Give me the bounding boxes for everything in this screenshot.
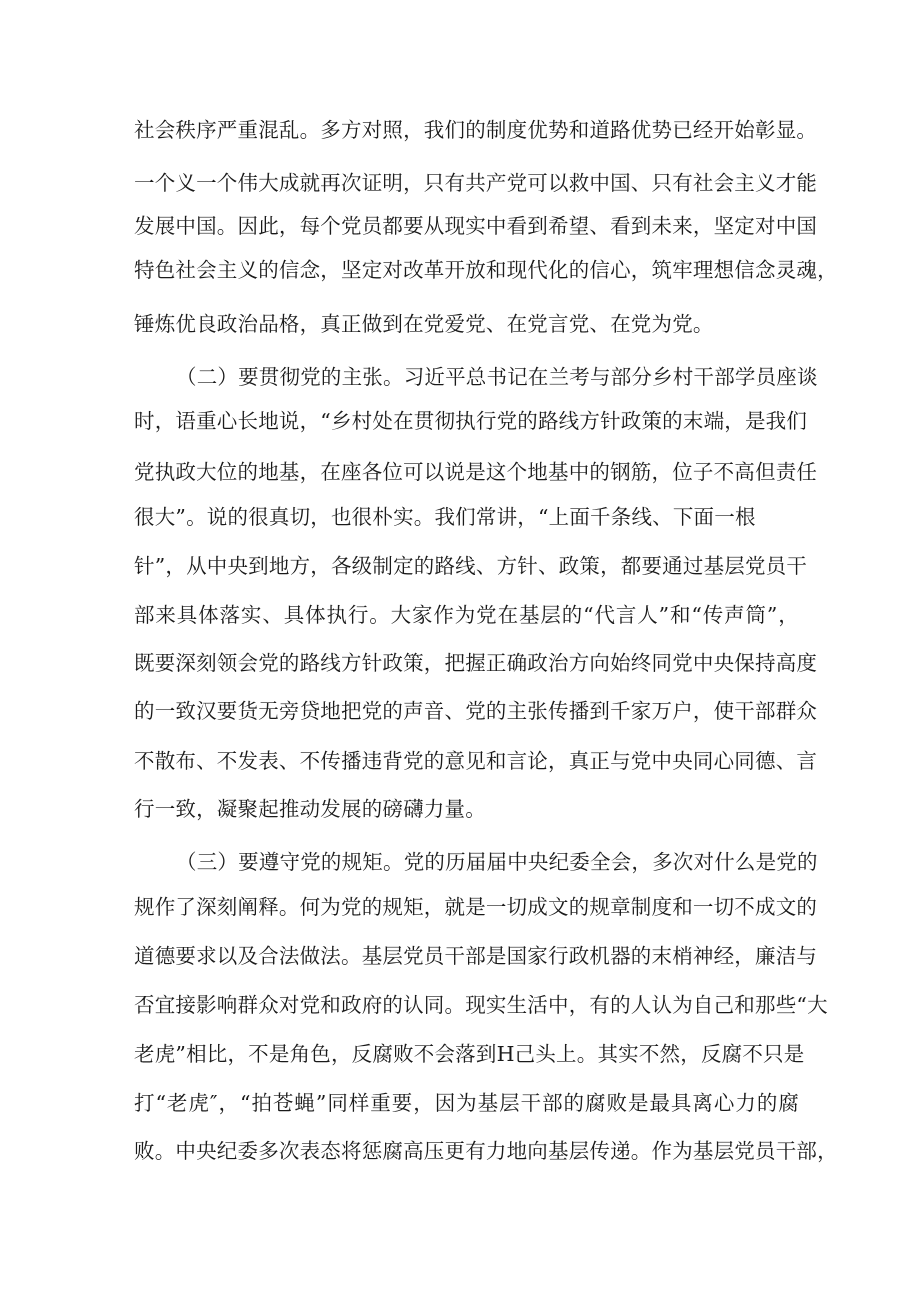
text-line: 针”，从中央到地方，各级制定的路线、方针、政策，都要通过基层党员干 xyxy=(134,554,808,578)
paragraph-heading-line: （三）要遵守党的规矩。党的历届届中央纪委全会，多次对什么是党的 xyxy=(176,850,818,874)
text-line: 规作了深刻阐释。何为党的规矩，就是一切成文的规章制度和一切不成文的 xyxy=(134,895,818,919)
text-line: 时，语重心长地说，“乡村处在贯彻执行党的路线方针政策的末端，是我们 xyxy=(134,409,808,433)
text-line: 败。中央纪委多次表态将惩腐高压更有力地向基层传递。作为基层党员干部， xyxy=(134,1139,838,1163)
text-line: 一个义一个伟大成就再次证明，只有共产党可以救中国、只有社会主义才能 xyxy=(134,171,818,195)
text-line: 特色社会主义的信念，坚定对改革开放和现代化的信心，筑牢理想信念灵魂， xyxy=(134,258,838,282)
text-line: 部来具体落实、具体执行。大家作为党在基层的“代言人”和“传声筒”， xyxy=(134,603,799,627)
text-line: 发展中国。因此，每个党员都要从现实中看到希望、看到未来，坚定对中国 xyxy=(134,214,818,238)
text-line: 不散布、不发表、不传播违背党的意见和言论，真正与党中央同心同德、言 xyxy=(134,749,818,773)
text-line: 否宜接影响群众对党和政府的认同。现实生活中，有的人认为自己和那些“大 xyxy=(134,993,828,1017)
text-line: 党执政大位的地基，在座各位可以说是这个地基中的钢筋，位子不高但责任 xyxy=(134,460,818,484)
text-line: 行一致，凝聚起推动发展的磅礴力量。 xyxy=(134,797,486,821)
text-line: 既要深刻领会党的路线方针政策，把握正确政治方向始终同党中央保持高度 xyxy=(134,651,818,675)
text-line: 老虎”相比，不是角色，反腐败不会落到H己头上。其实不然，反腐不只是 xyxy=(134,1042,805,1066)
text-line: 很大”。说的很真切，也很朴实。我们常讲，“上面千条线、下面一根 xyxy=(134,505,756,529)
text-line: 道德要求以及合法做法。基层党员干部是国家行政机器的末梢神经，廉洁与 xyxy=(134,944,818,968)
text-line: 锤炼优良政治品格，真正做到在党爱党、在党言党、在党为党。 xyxy=(134,312,714,336)
text-line: 的一致汉要货无旁贷地把党的声音、党的主张传播到千家万户，使干部群众 xyxy=(134,699,818,723)
paragraph-heading-line: （二）要贯彻党的主张。习近平总书记在兰考与部分乡村干部学员座谈 xyxy=(176,365,818,389)
text-line: 社会秩序严重混乱。多方对照，我们的制度优势和道路优势已经开始彰显。 xyxy=(134,118,818,142)
text-line: 打“老虎″，“拍苍蝇”同样重要，因为基层干部的腐败是最具离心力的腐 xyxy=(134,1091,799,1115)
